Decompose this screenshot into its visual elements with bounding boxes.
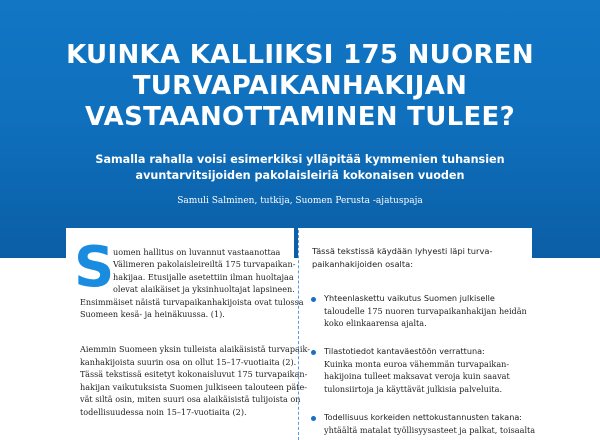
list-item-line: Todellisuus korkeiden nettokustannusten takana: [324,412,523,422]
list-item-line: taloudelle 175 nuoren turvapaikanhakijan heidän [324,306,527,316]
paragraph-line: todellisuudessa noin 15–17-vuotiaita (2). [80,407,247,417]
title-line: VASTAANOTTAMINEN TULEE? [85,102,515,132]
title-line: KUINKA KALLIIKSI 175 NUOREN [66,40,534,70]
paragraph-line: hakijaa. Etusijalle asetettiin ilman huoltajaa [113,272,294,282]
paragraph-line: Ensimmäiset näistä turvapaikanhakijoista ovat tulossa [80,297,304,307]
bullet-icon [311,350,316,355]
paragraph-line: kanhakijoista suurin osa on ollut 15–17-vuotiaita (2). [80,357,297,367]
list-item-line: koko elinkaarensa ajalta. [324,318,427,328]
bullet-icon [311,416,316,421]
title-line: TURVAPAIKANHAKIJAN [132,71,468,101]
list-item-line: yhtäältä matalat työllisyysasteet ja palkat, toisaalta [324,425,536,435]
paragraph-line: hakijan vaikutuksista Suomen julkiseen talouteen päte- [80,382,308,392]
paragraph-line: Aiemmin Suomeen yksin tulleista alaikäisistä turvapaik- [80,344,310,354]
sidebar-divider [298,230,300,440]
paragraph-line: vät siltä osin, miten suuri osa alaikäisistä tulijoista on [80,394,301,404]
paragraph-line: uomen hallitus on luvannut vastaanottaa [113,247,281,257]
paragraph-line: Välimeren pakolaisleireiltä 175 turvapaikan- [113,259,296,269]
author-byline: Samuli Salminen, tutkija, Suomen Perusta -ajatuspaja [177,196,423,206]
list-item-line: Tilastotiedot kantaväestöön verrattuna: [324,346,485,356]
list-item-line: Kuinka monta euroa vähemmän turvapaikan- [324,359,510,369]
page-title [30,40,570,133]
list-item-line: tulonsiirtoja ja käyttävät julkisia palveluita. [324,384,503,394]
subtitle [60,152,540,184]
list-item-line: Yhteenlaskettu vaikutus Suomen julkiselle [324,293,495,303]
sidebar-intro [312,245,522,270]
paragraph-line: olevat alaikäiset ja yksinhuoltajat lapsineen. [113,284,295,294]
subtitle-line: Samalla rahalla voisi esimerkiksi ylläpitää kymmenien tuhansien [95,153,505,166]
drop-cap: S [74,235,115,300]
sidebar-intro-line: paikanhakijoiden osalta: [312,258,413,269]
list-item-line: hakijoina tulleet maksavat veroja kuin saavat [324,371,510,381]
subtitle-line: avuntarvitsijoiden pakolaisleiriä kokonaisen vuoden [135,169,465,182]
bullet-icon [311,297,316,302]
paragraph-line: Suomeen kesä- ja heinäkuussa. (1). [80,309,225,319]
paragraph-line: Tässä tekstissä esitetyt kokonaisluvut 175 turvapaikan- [80,369,308,379]
sidebar-intro-line: Tässä tekstissä käydään lyhyesti läpi turva- [312,246,493,256]
